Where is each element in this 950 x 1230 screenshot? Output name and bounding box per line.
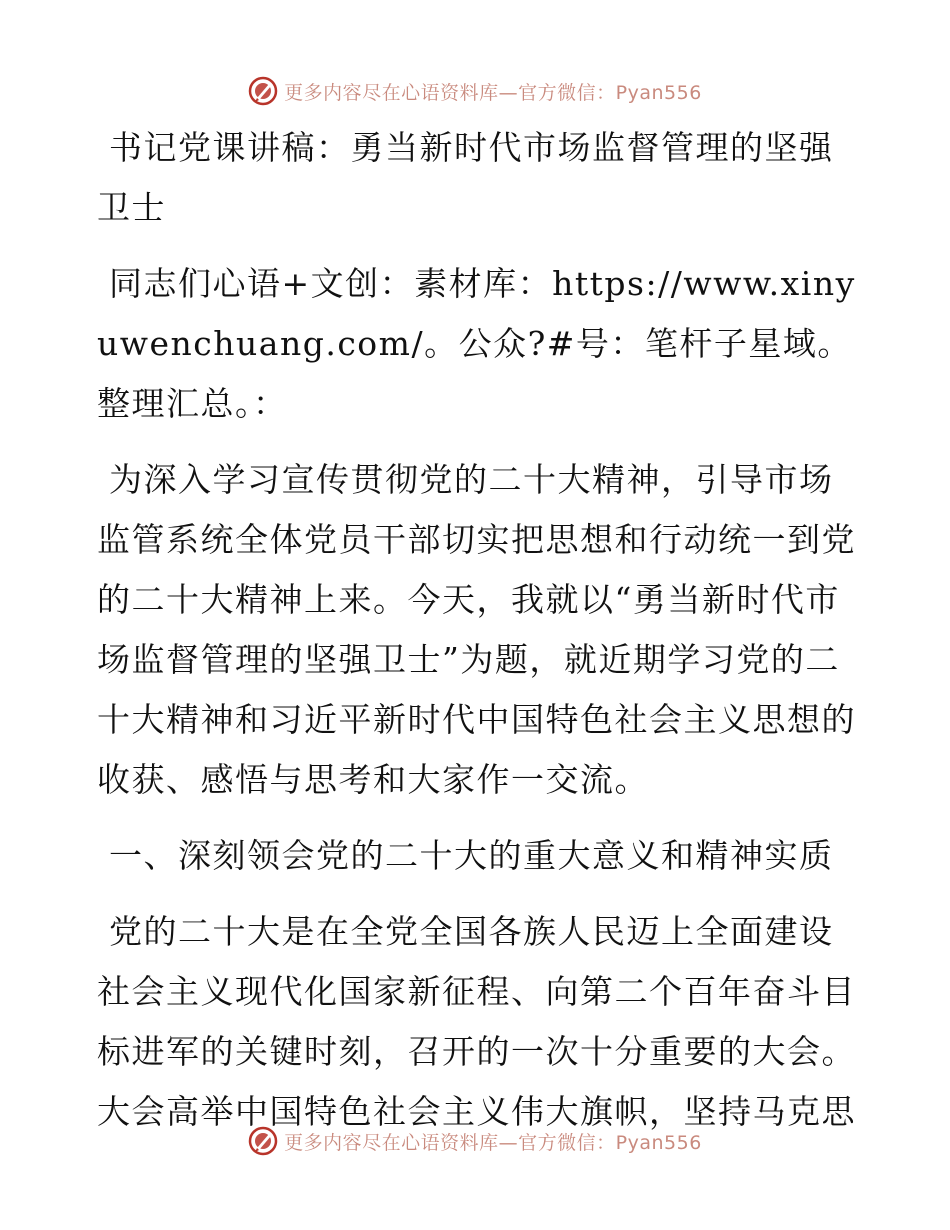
section-heading-1: 一、深刻领会党的二十大的重大意义和精神实质 <box>109 836 834 875</box>
watermark-header <box>0 74 950 108</box>
watermark-text: 更多内容尽在心语资料库—官方微信：Pyan556 <box>284 81 702 104</box>
pen-circle-logo-icon <box>248 1126 278 1156</box>
intro-paragraph: 同志们心语+文创：素材库：https://www.xinyuwenchuang.com/。公众?#号：笔杆子星域。整理汇总。： <box>97 264 856 423</box>
body-paragraph-2: 党的二十大是在全党全国各族人民迈上全面建设社会主义现代化国家新征程、向第二个百年奋斗目标进军的关键时刻，召开的一次十分重要的大会。大会高举中国特色社会主义伟大旗帜，坚持马克思 <box>97 912 856 1131</box>
body-paragraph-1: 为深入学习宣传贯彻党的二十大精神，引导市场监管系统全体党员干部切实把思想和行动统一到党的二十大精神上来。今天，我就以“勇当新时代市场监督管理的坚强卫士”为题，就近期学习党的二十大精神和习近平新时代中国特色社会主义思想的收获、感悟与思考和大家作一交流。 <box>97 460 856 799</box>
pen-circle-logo-icon <box>248 76 278 106</box>
document-body <box>97 118 857 1142</box>
document-title: 书记党课讲稿：勇当新时代市场监督管理的坚强卫士 <box>97 128 834 227</box>
watermark-text: 更多内容尽在心语资料库—官方微信：Pyan556 <box>284 1131 702 1154</box>
watermark-footer <box>0 1124 950 1158</box>
